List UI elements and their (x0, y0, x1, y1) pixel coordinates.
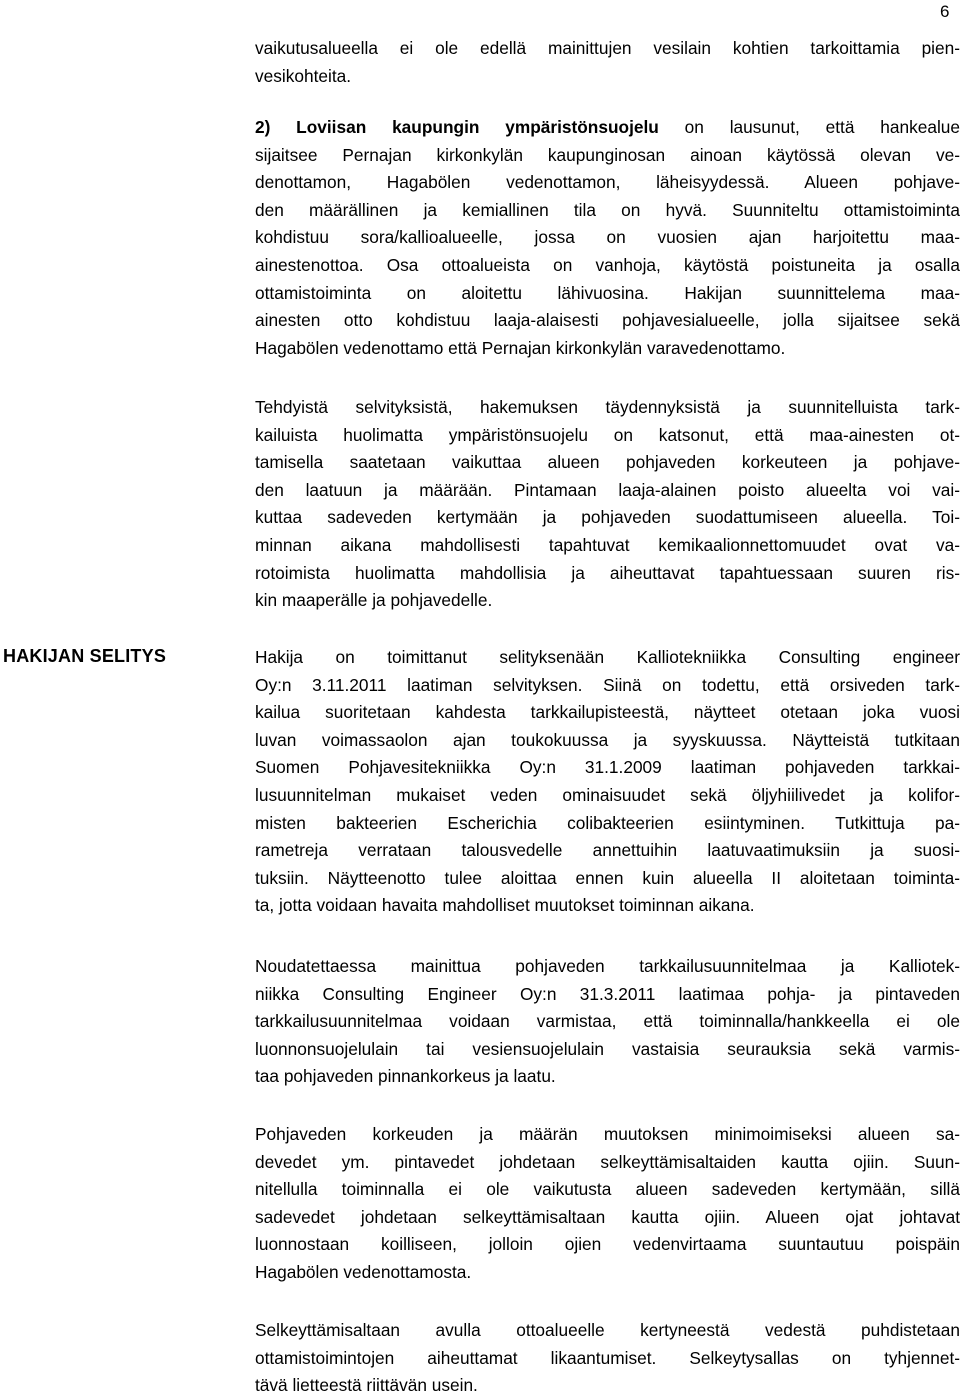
text-fragment: on lausunut, että hankealue (658, 117, 960, 137)
text-line: sadevedet johdetaan selkeyttämisaltaan kautta ojiin. Alueen ojat johtavat (255, 1206, 960, 1227)
text-line: luonnostaan koilliseen, jolloin ojien vedenvirtaama suuntautuu poispäin (255, 1234, 960, 1255)
text-line: kin maaperälle ja pohjavedelle. (255, 590, 493, 611)
paragraph-5 (255, 1121, 960, 1287)
text-line: den laatuun ja määrään. Pintamaan laaja-alainen poisto alueelta voi vai- (255, 479, 960, 500)
text-line: kuttaa sadeveden kertymään ja pohjaveden suodattumiseen alueella. Toi- (255, 507, 960, 528)
text-line: kohdistuu sora/kallioalueelle, jossa on vuosien ajan harjoitettu maa- (255, 227, 960, 248)
paragraph-1 (255, 114, 960, 362)
text-line: ottamistoiminta on aloitettu lähivuosina. Hakijan suunnittelema maa- (255, 282, 960, 303)
text-line: Selkeyttämisaltaan avulla ottoalueelle kertyneestä vedestä puhdistetaan (255, 1320, 960, 1340)
text-line: Hagabölen vedenottamosta. (255, 1261, 472, 1282)
text-line: lusuunnitelman mukaiset veden ominaisuudet sekä öljyhiilivedet ja kolifor- (255, 784, 960, 805)
text-line: kailua suoritetaan kahdesta tarkkailupisteestä, näytteet otetaan joka vuosi (255, 702, 960, 723)
text-line: tävä lietteestä riittävän usein. (255, 1375, 478, 1396)
text-line: rotoimista huolimatta mahdollisia ja aiheuttavat tapahtuessaan suuren ris- (255, 562, 960, 583)
paragraph-4 (255, 953, 960, 1091)
text-line: Oy:n 3.11.2011 laatiman selvityksen. Siinä on todettu, että orsiveden tark- (255, 674, 960, 695)
text-line: Hakija on toimittanut selityksenään Kalliotekniikka Consulting engineer (255, 647, 960, 667)
text-line: ainesten otto kohdistuu laaja-alaisesti pohjavesialueelle, jolla sijaitsee sekä (255, 310, 960, 331)
authority-name: 2) Loviisan kaupungin ympäristönsuojelu (255, 117, 659, 137)
text-line: den määrällinen ja kemiallinen tila on hyvä. Suunniteltu ottamistoiminta (255, 199, 960, 220)
text-line: ta, jotta voidaan havaita mahdolliset muutokset toiminnan aikana. (255, 895, 755, 916)
text-line: Noudatettaessa mainittua pohjaveden tarkkailusuunnitelmaa ja Kalliotek- (255, 956, 960, 976)
text-line: sijaitsee Pernajan kirkonkylän kaupunginosan ainoan käytössä olevan ve- (255, 144, 960, 165)
paragraph-2 (255, 394, 960, 615)
text-line: rametreja verrataan talousvedelle annettuihin laatuvaatimuksiin ja suosi- (255, 840, 960, 861)
text-line: Tehdyistä selvityksistä, hakemuksen täydennyksistä ja suunnitelluista tark- (255, 397, 960, 417)
text-line (255, 114, 960, 142)
text-line: nitellulla toiminnalla ei ole vaikutusta alueen sadeveden kertymään, sillä (255, 1179, 960, 1200)
text-line: ainestenottoa. Osa ottoalueista on vanhoja, käytöstä poistuneita ja osalla (255, 254, 960, 275)
text-line: devedet ym. pintavedet johdetaan selkeyttämisaltaiden kautta ojiin. Suun- (255, 1151, 960, 1172)
paragraph-0 (255, 35, 960, 90)
text-line: vaikutusalueella ei ole edellä mainittujen vesilain kohtien tarkoittamia pien- (255, 38, 960, 58)
text-line: tamisella saatetaan vaikuttaa alueen pohjaveden korkeuteen ja pohjave- (255, 452, 960, 473)
text-line: tarkkailusuunnitelmaa voidaan varmistaa, että toiminnalla/hankkeella ei ole (255, 1011, 960, 1032)
text-line: Suomen Pohjavesitekniikka Oy:n 31.1.2009 laatiman pohjaveden tarkkai- (255, 757, 960, 778)
section-heading: HAKIJAN SELITYS (3, 646, 167, 666)
text-line: taa pohjaveden pinnankorkeus ja laatu. (255, 1066, 556, 1087)
text-line: niikka Consulting Engineer Oy:n 31.3.2011 laatimaa pohja- ja pintaveden (255, 983, 960, 1004)
text-line: kailuista huolimatta ympäristönsuojelu on katsonut, että maa-ainesten ot- (255, 424, 960, 445)
page-number: 6 (940, 2, 950, 21)
text-line: luonnonsuojelulain tai vesiensuojelulain vastaisia seurauksia sekä varmis- (255, 1038, 960, 1059)
text-line: misten bakteerien Escherichia colibakteerien esiintyminen. Tutkittuja pa- (255, 812, 960, 833)
text-line: tuksiin. Näytteenotto tulee aloittaa ennen kuin alueella II aloitetaan toiminta- (255, 867, 960, 888)
paragraph-3 (255, 644, 960, 920)
text-line: ottamistoimintojen aiheuttamat likaantumiset. Selkeytysallas on tyhjennet- (255, 1347, 960, 1368)
text-line: Pohjaveden korkeuden ja määrän muutoksen minimoimiseksi alueen sa- (255, 1124, 960, 1144)
text-line: Hagabölen vedenottamo että Pernajan kirkonkylän varavedenottamo. (255, 337, 786, 358)
text-line: denottamon, Hagabölen vedenottamon, läheisyydessä. Alueen pohjave- (255, 172, 960, 193)
paragraph-6 (255, 1317, 960, 1400)
text-line: vesikohteita. (255, 65, 352, 86)
text-line: luvan voimassaolon ajan toukokuussa ja syyskuussa. Näytteistä tutkitaan (255, 729, 960, 750)
text-line: minnan aikana mahdollisesti tapahtuvat kemikaalionnettomuudet ovat va- (255, 534, 960, 555)
